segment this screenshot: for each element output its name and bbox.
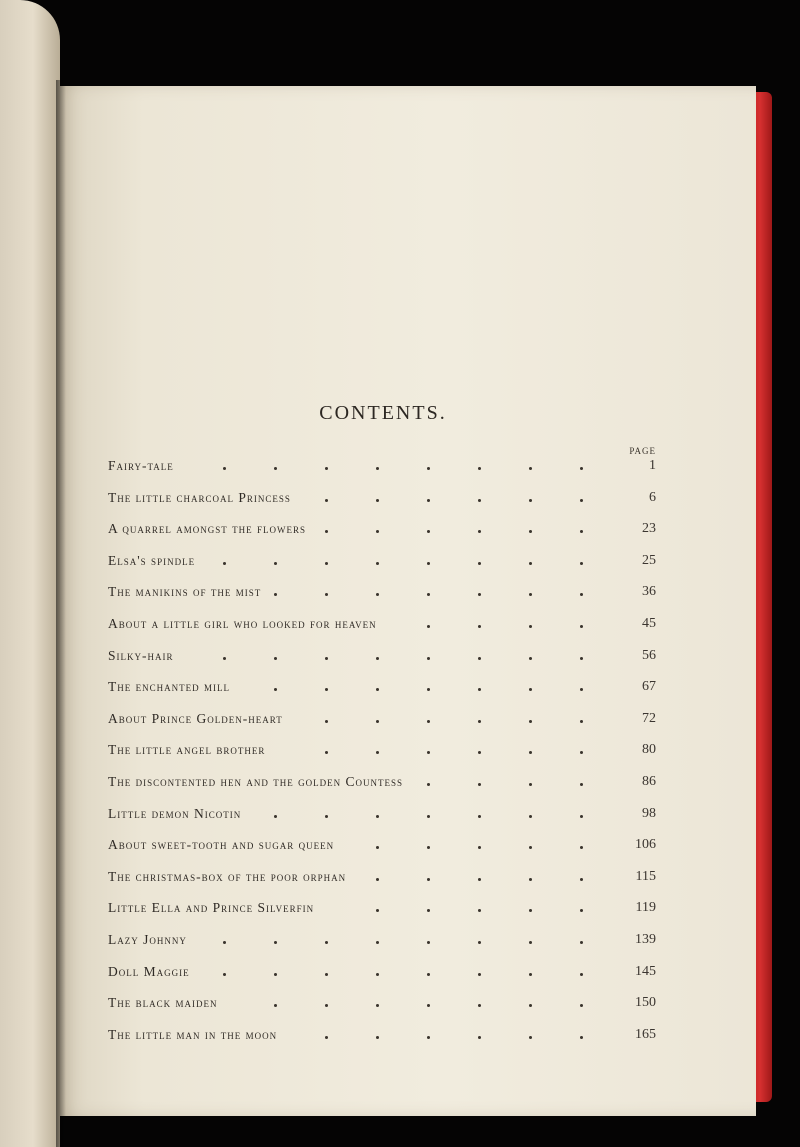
leader-dot	[223, 467, 226, 470]
leader-dot	[580, 973, 583, 976]
leader-dot	[325, 720, 328, 723]
toc-entry-title: The discontented hen and the golden Countess	[108, 774, 403, 789]
toc-entry-page: 145	[635, 964, 656, 979]
toc-entry-title: About Prince Golden-heart	[108, 711, 283, 726]
leader-dot	[478, 657, 481, 660]
toc-entry	[108, 1027, 656, 1049]
toc-entry-title: The enchanted mill	[108, 679, 230, 694]
toc-entry-title: The little man in the moon	[108, 1027, 278, 1042]
toc-entry-title: About sweet-tooth and sugar queen	[108, 837, 335, 852]
leader-dot	[478, 846, 481, 849]
leader-dot	[325, 815, 328, 818]
leader-dot	[427, 593, 430, 596]
toc-entry-page: 165	[635, 1027, 656, 1042]
toc-entry	[108, 648, 656, 670]
leader-dot	[427, 467, 430, 470]
leader-dot	[478, 720, 481, 723]
leader-dot	[580, 846, 583, 849]
leader-dot	[478, 783, 481, 786]
leader-dot	[274, 593, 277, 596]
leader-dot	[325, 593, 328, 596]
toc-entry-page: 6	[649, 490, 656, 505]
toc-entry	[108, 616, 656, 638]
leader-dot	[580, 688, 583, 691]
toc-entry-page: 86	[642, 774, 656, 789]
leader-dot	[223, 941, 226, 944]
leader-dot	[529, 973, 532, 976]
toc-entry-page: 139	[635, 932, 656, 947]
toc-entry-page: 1	[649, 458, 656, 473]
leader-dot	[274, 657, 277, 660]
leader-dot	[529, 815, 532, 818]
leader-dot	[580, 530, 583, 533]
contents-heading: CONTENTS.	[319, 402, 447, 424]
leader-dot	[325, 467, 328, 470]
leader-dot	[580, 593, 583, 596]
toc-entry-page: 25	[642, 553, 656, 568]
leader-dot	[274, 688, 277, 691]
leader-dot	[529, 657, 532, 660]
leader-dot	[529, 846, 532, 849]
leader-dot	[529, 562, 532, 565]
leader-dot	[223, 562, 226, 565]
toc-entry	[108, 553, 656, 575]
toc-entry-title: The little charcoal Princess	[108, 490, 291, 505]
leader-dot	[376, 562, 379, 565]
leader-dot	[376, 530, 379, 533]
toc-entry-title: Little Ella and Prince Silverfin	[108, 900, 315, 915]
leader-dot	[274, 973, 277, 976]
leader-dot	[376, 846, 379, 849]
leader-dot	[427, 688, 430, 691]
toc-entry	[108, 964, 656, 986]
leader-dot	[478, 878, 481, 881]
leader-dot	[274, 815, 277, 818]
toc-entry-page: 150	[635, 995, 656, 1010]
leader-dot	[478, 1004, 481, 1007]
toc-entry-page: 98	[642, 806, 656, 821]
leader-dot	[376, 657, 379, 660]
leader-dot	[376, 973, 379, 976]
leader-dot	[376, 593, 379, 596]
leader-dot	[478, 815, 481, 818]
dot-leader	[108, 648, 593, 670]
leader-dot	[580, 815, 583, 818]
leader-dot	[529, 499, 532, 502]
leader-dot	[274, 467, 277, 470]
leader-dot	[325, 562, 328, 565]
toc-entry	[108, 458, 656, 480]
toc-entry-page: 45	[642, 616, 656, 631]
toc-entry-page: 67	[642, 679, 656, 694]
leader-dot	[580, 1004, 583, 1007]
toc-entry-title: The christmas-box of the poor orphan	[108, 869, 347, 884]
leader-dot	[529, 878, 532, 881]
leader-dot	[478, 688, 481, 691]
leader-dot	[529, 1004, 532, 1007]
page-column-label: PAGE	[629, 446, 656, 456]
toc-entry	[108, 711, 656, 733]
toc-entry-title: Silky-hair	[108, 648, 174, 663]
toc-entry-page: 56	[642, 648, 656, 663]
leader-dot	[478, 909, 481, 912]
leader-dot	[478, 467, 481, 470]
toc-entry	[108, 995, 656, 1017]
toc-entry-page: 23	[642, 521, 656, 536]
toc-entry-title: Fairy-tale	[108, 458, 174, 473]
leader-dot	[580, 783, 583, 786]
leader-dot	[427, 530, 430, 533]
leader-dot	[376, 1004, 379, 1007]
toc-entry	[108, 900, 656, 922]
leader-dot	[580, 499, 583, 502]
leader-dot	[580, 1036, 583, 1039]
toc-entry	[108, 806, 656, 828]
leader-dot	[376, 720, 379, 723]
leader-dot	[478, 1036, 481, 1039]
leader-dot	[529, 720, 532, 723]
toc-entry-title: The manikins of the mist	[108, 584, 262, 599]
leader-dot	[580, 720, 583, 723]
leader-dot	[325, 973, 328, 976]
toc-entry	[108, 521, 656, 543]
leader-dot	[427, 878, 430, 881]
leader-dot	[580, 909, 583, 912]
toc-entry	[108, 584, 656, 606]
leader-dot	[580, 751, 583, 754]
toc-entry	[108, 774, 656, 796]
leader-dot	[427, 941, 430, 944]
leader-dot	[223, 973, 226, 976]
leader-dot	[427, 562, 430, 565]
toc-entry-title: Lazy Johnny	[108, 932, 187, 947]
leader-dot	[274, 1004, 277, 1007]
leader-dot	[325, 941, 328, 944]
leader-dot	[529, 467, 532, 470]
leader-dot	[529, 625, 532, 628]
toc-entry-page: 72	[642, 711, 656, 726]
leader-dot	[274, 941, 277, 944]
leader-dot	[376, 751, 379, 754]
toc-entry	[108, 932, 656, 954]
leader-dot	[376, 909, 379, 912]
leader-dot	[427, 815, 430, 818]
leader-dot	[580, 941, 583, 944]
toc-entry-page: 36	[642, 584, 656, 599]
leader-dot	[325, 499, 328, 502]
leader-dot	[376, 941, 379, 944]
leader-dot	[427, 720, 430, 723]
leader-dot	[478, 499, 481, 502]
toc-entry	[108, 837, 656, 859]
toc-entry-title: About a little girl who looked for heaven	[108, 616, 377, 631]
leader-dot	[376, 1036, 379, 1039]
leader-dot	[427, 783, 430, 786]
leader-dot	[325, 530, 328, 533]
leader-dot	[529, 909, 532, 912]
toc-entry	[108, 742, 656, 764]
toc-entry	[108, 490, 656, 512]
leader-dot	[427, 973, 430, 976]
leader-dot	[376, 467, 379, 470]
leader-dot	[325, 751, 328, 754]
leader-dot	[478, 751, 481, 754]
leader-dot	[529, 941, 532, 944]
toc-entry-title: A quarrel amongst the flowers	[108, 521, 307, 536]
leader-dot	[427, 499, 430, 502]
toc-entry-title: Elsa's spindle	[108, 553, 196, 568]
leader-dot	[376, 688, 379, 691]
toc-entry-page: 80	[642, 742, 656, 757]
leader-dot	[478, 973, 481, 976]
leader-dot	[478, 530, 481, 533]
leader-dot	[478, 625, 481, 628]
leader-dot	[325, 657, 328, 660]
leader-dot	[529, 1036, 532, 1039]
leader-dot	[529, 783, 532, 786]
toc-entry-page: 119	[635, 900, 656, 915]
leader-dot	[325, 1036, 328, 1039]
toc-entry-title: Little demon Nicotin	[108, 806, 242, 821]
leader-dot	[427, 625, 430, 628]
toc-entry-title: The black maiden	[108, 995, 218, 1010]
leader-dot	[427, 657, 430, 660]
toc-entry-title: The little angel brother	[108, 742, 266, 757]
leader-dot	[274, 562, 277, 565]
leader-dot	[529, 751, 532, 754]
leader-dot	[376, 815, 379, 818]
leader-dot	[478, 593, 481, 596]
leader-dot	[223, 657, 226, 660]
leader-dot	[427, 1004, 430, 1007]
leader-dot	[529, 688, 532, 691]
leader-dot	[580, 878, 583, 881]
leader-dot	[580, 657, 583, 660]
leader-dot	[580, 467, 583, 470]
leader-dot	[529, 593, 532, 596]
leader-dot	[580, 625, 583, 628]
leader-dot	[427, 751, 430, 754]
leader-dot	[478, 941, 481, 944]
leader-dot	[427, 1036, 430, 1039]
toc-entry	[108, 869, 656, 891]
leader-dot	[478, 562, 481, 565]
leader-dot	[376, 499, 379, 502]
leader-dot	[325, 688, 328, 691]
leader-dot	[325, 1004, 328, 1007]
leader-dot	[580, 562, 583, 565]
leader-dot	[427, 846, 430, 849]
toc-entry-title: Doll Maggie	[108, 964, 190, 979]
leader-dot	[427, 909, 430, 912]
leader-dot	[376, 878, 379, 881]
toc-entry-page: 115	[635, 869, 656, 884]
toc-entry	[108, 679, 656, 701]
leader-dot	[529, 530, 532, 533]
toc-entry-page: 106	[635, 837, 656, 852]
dot-leader	[108, 458, 593, 480]
